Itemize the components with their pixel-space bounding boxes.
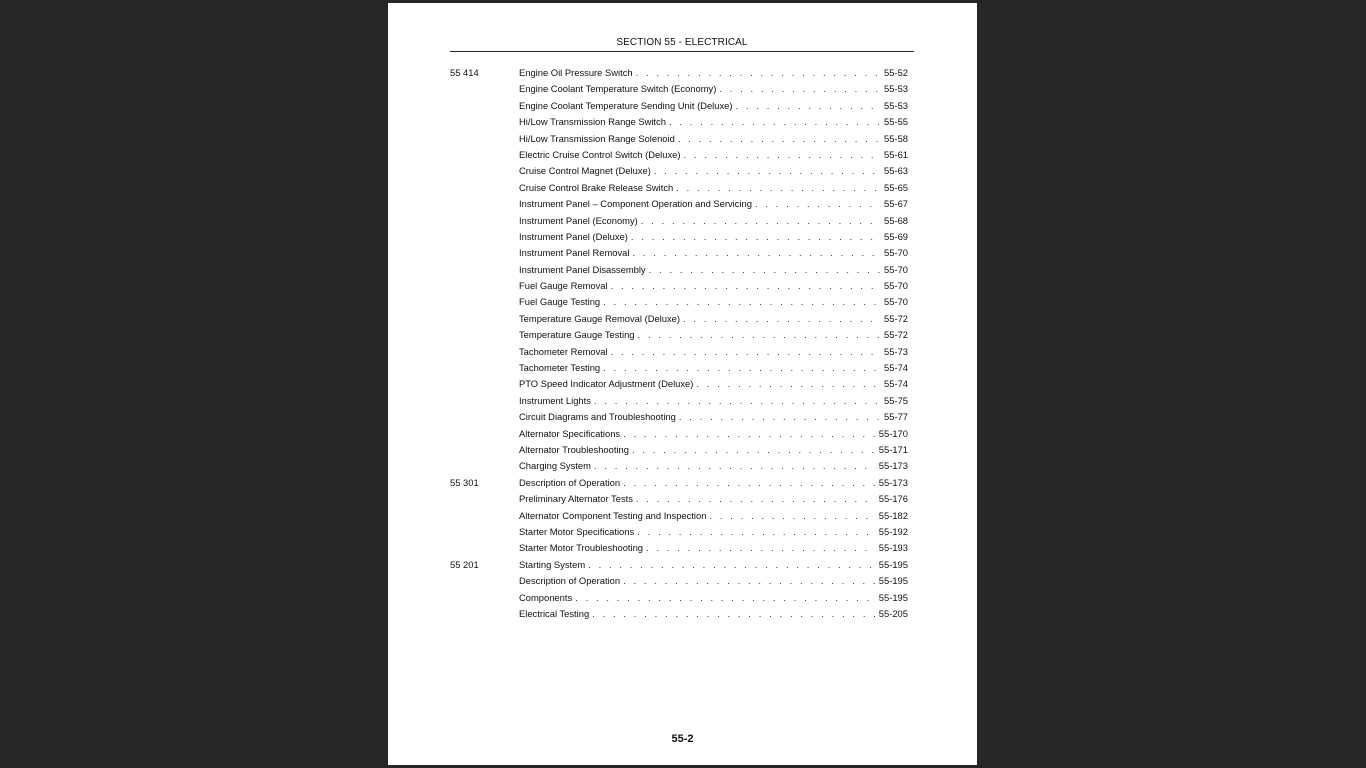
toc-entry-title: Temperature Gauge Testing <box>519 329 635 341</box>
toc-entry <box>519 360 908 376</box>
toc-entry-page: 55-70 <box>884 263 908 275</box>
table-of-contents <box>450 65 908 622</box>
toc-entry-page: 55-77 <box>884 411 908 423</box>
toc-entry-title: Engine Coolant Temperature Switch (Economy) <box>519 83 717 95</box>
toc-entry-page: 55-74 <box>884 378 908 390</box>
toc-section-code: 55 301 <box>450 476 479 488</box>
toc-entry <box>519 245 908 261</box>
toc-entry-page: 55-205 <box>878 607 908 619</box>
toc-row <box>450 344 908 360</box>
toc-entry-page: 55-68 <box>884 214 908 226</box>
toc-entry <box>519 327 908 343</box>
toc-entry-title: Alternator Troubleshooting <box>519 443 629 455</box>
toc-entry-title: Instrument Lights <box>519 394 591 406</box>
toc-entry-title: Starting System <box>519 558 586 570</box>
toc-entry-title: Alternator Component Testing and Inspection <box>519 509 707 521</box>
dot-leader <box>755 196 881 212</box>
toc-entry <box>519 229 908 245</box>
toc-entry-title: Instrument Panel (Deluxe) <box>519 230 628 242</box>
toc-row <box>450 180 908 196</box>
toc-row <box>450 376 908 392</box>
toc-entry <box>519 163 908 179</box>
toc-entry-title: Fuel Gauge Removal <box>519 280 608 292</box>
toc-entry <box>519 475 908 491</box>
toc-entry <box>519 491 908 507</box>
dot-leader <box>594 393 881 409</box>
toc-entry-title: Cruise Control Brake Release Switch <box>519 181 674 193</box>
toc-row <box>450 278 908 294</box>
toc-row <box>450 393 908 409</box>
toc-entry-page: 55-195 <box>878 575 908 587</box>
toc-entry <box>519 147 908 163</box>
toc-entry-page: 55-182 <box>878 509 908 521</box>
toc-entry-title: Instrument Panel (Economy) <box>519 214 638 226</box>
document-page <box>388 3 977 765</box>
toc-row <box>450 409 908 425</box>
toc-entry-title: Tachometer Testing <box>519 362 601 374</box>
toc-entry-page: 55-173 <box>878 460 908 472</box>
toc-entry-title: Fuel Gauge Testing <box>519 296 601 308</box>
toc-entry <box>519 409 908 425</box>
toc-entry-title: Electric Cruise Control Switch (Deluxe) <box>519 148 681 160</box>
section-header: SECTION 55 - ELECTRICAL <box>616 37 748 48</box>
toc-entry-title: Starter Motor Troubleshooting <box>519 542 644 554</box>
toc-entry-title: Engine Coolant Temperature Sending Unit (Deluxe) <box>519 99 733 111</box>
toc-row <box>450 540 908 556</box>
dot-leader <box>575 590 876 606</box>
dot-leader <box>641 213 881 229</box>
toc-row <box>450 163 908 179</box>
toc-entry <box>519 573 908 589</box>
toc-entry-page: 55-176 <box>878 493 908 505</box>
dot-leader <box>623 475 876 491</box>
toc-entry-title: Hi/Low Transmission Range Solenoid <box>519 132 675 144</box>
toc-entry-page: 55-69 <box>884 230 908 242</box>
toc-entry-page: 55-65 <box>884 181 908 193</box>
toc-entry-title: Instrument Panel – Component Operation and Servicing <box>519 198 752 210</box>
dot-leader <box>592 606 876 622</box>
toc-row <box>450 229 908 245</box>
toc-row <box>450 458 908 474</box>
toc-entry <box>519 114 908 130</box>
toc-row <box>450 442 908 458</box>
header-rule <box>450 51 914 52</box>
toc-row <box>450 491 908 507</box>
toc-entry-title: Engine Oil Pressure Switch <box>519 67 633 78</box>
toc-entry <box>519 213 908 229</box>
toc-section-code: 55 414 <box>450 67 479 78</box>
toc-entry-title: Alternator Specifications <box>519 427 621 439</box>
toc-row <box>450 81 908 97</box>
dot-leader <box>669 114 881 130</box>
toc-entry-title: PTO Speed Indicator Adjustment (Deluxe) <box>519 378 694 390</box>
toc-row <box>450 590 908 606</box>
dot-leader <box>594 458 876 474</box>
toc-row <box>450 262 908 278</box>
toc-entry <box>519 524 908 540</box>
dot-leader <box>623 573 876 589</box>
toc-row <box>450 213 908 229</box>
dot-leader <box>631 229 881 245</box>
dot-leader <box>632 245 881 261</box>
toc-entry <box>519 278 908 294</box>
toc-row <box>450 147 908 163</box>
toc-row <box>450 475 908 491</box>
toc-entry-title: Cruise Control Magnet (Deluxe) <box>519 165 651 177</box>
toc-entry-title: Tachometer Removal <box>519 345 608 357</box>
toc-entry-title: Instrument Panel Removal <box>519 247 630 259</box>
toc-entry-page: 55-171 <box>878 443 908 455</box>
toc-entry-page: 55-173 <box>878 476 908 488</box>
toc-entry-page: 55-72 <box>884 329 908 341</box>
toc-entry-page: 55-70 <box>884 247 908 259</box>
toc-entry-page: 55-192 <box>878 525 908 537</box>
toc-entry-title: Description of Operation <box>519 476 621 488</box>
toc-entry <box>519 65 908 81</box>
toc-entry-page: 55-61 <box>884 148 908 160</box>
toc-entry <box>519 131 908 147</box>
toc-entry-title: Circuit Diagrams and Troubleshooting <box>519 411 676 423</box>
toc-row <box>450 508 908 524</box>
toc-section-code: 55 201 <box>450 558 479 570</box>
toc-entry <box>519 81 908 97</box>
dot-leader <box>636 65 881 81</box>
toc-entry-page: 55-52 <box>884 67 908 78</box>
toc-row <box>450 98 908 114</box>
toc-entry-page: 55-74 <box>884 362 908 374</box>
toc-row <box>450 524 908 540</box>
toc-row <box>450 426 908 442</box>
toc-entry-page: 55-193 <box>878 542 908 554</box>
toc-entry-title: Instrument Panel Disassembly <box>519 263 646 275</box>
dot-leader <box>678 131 881 147</box>
toc-entry-page: 55-75 <box>884 394 908 406</box>
dot-leader <box>649 262 881 278</box>
toc-entry <box>519 442 908 458</box>
toc-entry <box>519 540 908 556</box>
dot-leader <box>588 557 876 573</box>
dot-leader <box>736 98 882 114</box>
toc-entry-title: Description of Operation <box>519 575 621 587</box>
toc-entry-page: 55-53 <box>884 83 908 95</box>
toc-entry-title: Components <box>519 591 573 603</box>
toc-row <box>450 131 908 147</box>
toc-entry <box>519 393 908 409</box>
toc-entry-title: Hi/Low Transmission Range Switch <box>519 116 666 128</box>
toc-entry-page: 55-73 <box>884 345 908 357</box>
toc-row <box>450 606 908 622</box>
toc-row <box>450 557 908 573</box>
dot-leader <box>603 294 881 310</box>
toc-entry-title: Starter Motor Specifications <box>519 525 635 537</box>
dot-leader <box>603 360 881 376</box>
dot-leader <box>611 344 881 360</box>
toc-entry <box>519 426 908 442</box>
toc-entry-page: 55-67 <box>884 198 908 210</box>
toc-entry <box>519 508 908 524</box>
toc-entry <box>519 590 908 606</box>
toc-entry <box>519 606 908 622</box>
toc-entry <box>519 262 908 278</box>
toc-row <box>450 65 908 81</box>
toc-entry <box>519 196 908 212</box>
toc-entry-page: 55-70 <box>884 296 908 308</box>
toc-row <box>450 114 908 130</box>
toc-entry-page: 55-72 <box>884 312 908 324</box>
toc-entry-title: Preliminary Alternator Tests <box>519 493 633 505</box>
toc-row <box>450 294 908 310</box>
dot-leader <box>719 81 881 97</box>
toc-entry <box>519 311 908 327</box>
toc-entry <box>519 376 908 392</box>
dot-leader <box>623 426 876 442</box>
toc-entry <box>519 458 908 474</box>
toc-row <box>450 245 908 261</box>
dot-leader <box>679 409 881 425</box>
dot-leader <box>676 180 881 196</box>
toc-entry <box>519 294 908 310</box>
toc-row <box>450 360 908 376</box>
toc-row <box>450 196 908 212</box>
dot-leader <box>709 508 875 524</box>
dot-leader <box>632 442 876 458</box>
toc-entry-title: Electrical Testing <box>519 607 590 619</box>
toc-row <box>450 311 908 327</box>
toc-entry-page: 55-70 <box>884 280 908 292</box>
toc-row <box>450 327 908 343</box>
toc-entry <box>519 180 908 196</box>
toc-entry <box>519 98 908 114</box>
dot-leader <box>696 376 881 392</box>
toc-entry-page: 55-63 <box>884 165 908 177</box>
dot-leader <box>637 524 876 540</box>
toc-entry-page: 55-58 <box>884 132 908 144</box>
toc-entry-page: 55-195 <box>878 591 908 603</box>
toc-entry-title: Charging System <box>519 460 591 472</box>
dot-leader <box>646 540 876 556</box>
toc-entry <box>519 344 908 360</box>
toc-entry-title: Temperature Gauge Removal (Deluxe) <box>519 312 681 324</box>
toc-entry-page: 55-170 <box>878 427 908 439</box>
toc-row <box>450 573 908 589</box>
toc-entry-page: 55-55 <box>884 116 908 128</box>
toc-entry-page: 55-195 <box>878 558 908 570</box>
toc-entry <box>519 557 908 573</box>
dot-leader <box>683 311 881 327</box>
dot-leader <box>654 163 881 179</box>
toc-entry-page: 55-53 <box>884 99 908 111</box>
page-number: 55-2 <box>671 733 694 745</box>
dot-leader <box>611 278 881 294</box>
dot-leader <box>638 327 881 343</box>
dot-leader <box>684 147 882 163</box>
dot-leader <box>636 491 876 507</box>
